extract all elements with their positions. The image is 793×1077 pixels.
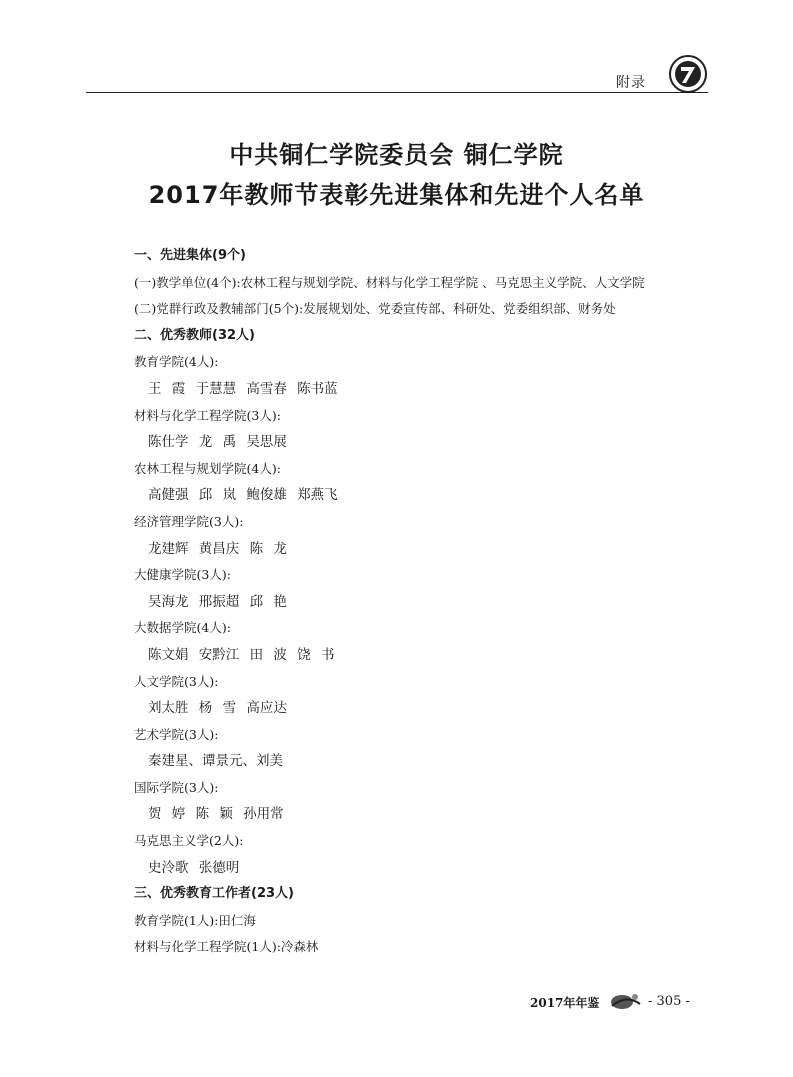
unit-line: 人文学院(3人): (134, 673, 219, 689)
page-footer (530, 992, 730, 1014)
unit-line: 大数据学院(4人): (134, 620, 231, 636)
document-title (0, 135, 793, 215)
section-heading: 三、优秀教育工作者(23人) (134, 886, 294, 902)
yearbook-label: 2017年年鉴 (530, 996, 600, 1010)
title-line-2: 2017年教师节表彰先进集体和先进个人名单 (148, 181, 645, 209)
unit-line: 大健康学院(3人): (134, 567, 231, 583)
honor-list (134, 243, 714, 961)
header-rule (86, 92, 708, 93)
name-list: 吴海龙 邢振超 邱 艳 (148, 593, 287, 610)
unit-line: 马克思主义学(2人): (134, 833, 244, 849)
name-list: 王 霞 于慧慧 高雪春 陈书蓝 (148, 380, 338, 397)
yearbook-emblem-icon (608, 988, 644, 1012)
name-list: 陈文娟 安黔江 田 波 饶 书 (148, 646, 335, 663)
name-list: 高健强 邱 岚 鲍俊雄 郑燕飞 (148, 487, 338, 504)
name-list: 史泠歌 张德明 (148, 859, 240, 876)
unit-line: 材料与化学工程学院(3人): (134, 407, 281, 423)
name-list: 秦建星、谭景元、刘美 (148, 753, 283, 770)
section-heading: 二、优秀教师(32人) (134, 327, 255, 343)
unit-line: 教育学院(1人):田仁海 (134, 912, 256, 928)
unit-line: 教育学院(4人): (134, 354, 219, 370)
page-number: - 305 - (648, 994, 690, 1009)
university-logo-icon (668, 54, 708, 94)
unit-line: 农林工程与规划学院(4人): (134, 460, 281, 476)
unit-line: 艺术学院(3人): (134, 726, 219, 742)
section-heading: 一、先进集体(9个) (134, 248, 246, 263)
name-list: 刘太胜 杨 雪 高应达 (148, 700, 287, 717)
page-header (86, 60, 708, 94)
name-list: 陈仕学 龙 禹 吴思展 (148, 434, 287, 451)
name-list: 贺 婷 陈 颖 孙用常 (148, 806, 284, 823)
unit-line: (一)教学单位(4个):农林工程与规划学院、材料与化学工程学院 、马克思主义学院、人文学院 (134, 274, 645, 290)
unit-line: 材料与化学工程学院(1人):冷森林 (134, 939, 319, 955)
unit-line: 经济管理学院(3人): (134, 513, 244, 529)
name-list: 龙建辉 黄昌庆 陈 龙 (148, 540, 287, 557)
title-line-1: 中共铜仁学院委员会 铜仁学院 (229, 141, 564, 169)
section-label: 附录 (616, 75, 646, 91)
unit-line: 国际学院(3人): (134, 779, 219, 795)
unit-line: (二)党群行政及教辅部门(5个):发展规划处、党委宣传部、科研处、党委组织部、财务处 (134, 301, 616, 317)
